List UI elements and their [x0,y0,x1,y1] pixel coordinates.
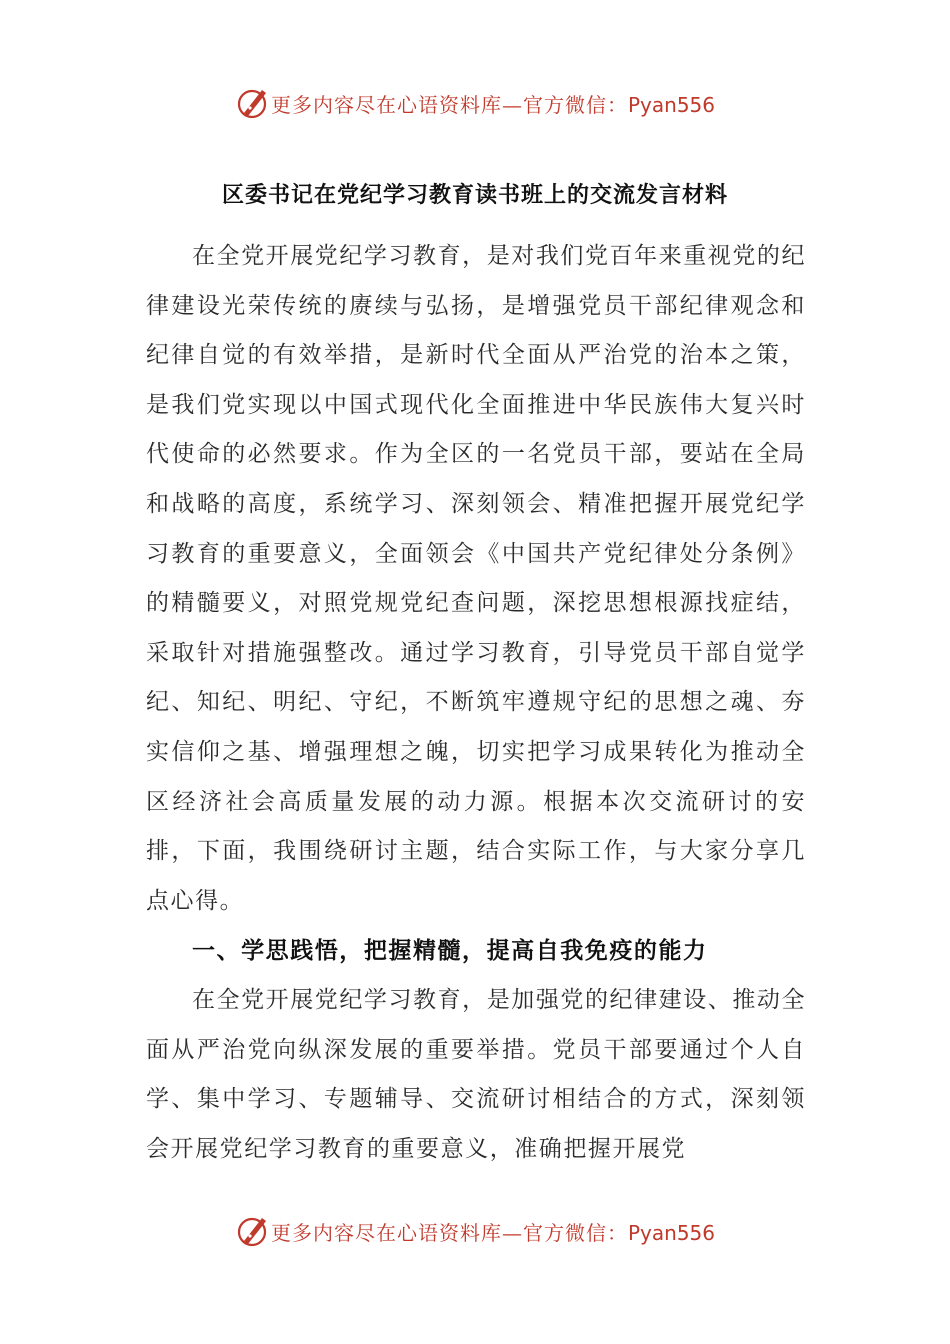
banner-main-text: 更多内容尽在心语资料库 [270,1220,502,1245]
banner-prefix: 官方微信： [522,1220,628,1245]
intro-paragraph: 在全党开展党纪学习教育，是对我们党百年来重视党的纪律建设光荣传统的赓续与弘扬，是增强党员干部纪律观念和纪律自觉的有效举措，是新时代全面从严治党的治本之策，是我们党实现以中国式现代化全面推进中华民族伟大复兴时代使命的必然要求。作为全区的一名党员干部，要站在全局和战略的高度，系统学习、深刻领会、精准把握开展党纪学习教育的重要意义，全面领会《中国共产党纪律处分条例》的精髓要义，对照党规党纪查问题，深挖思想根源找症结，采取针对措施强整改。通过学习教育，引导党员干部自觉学纪、知纪、明纪、守纪，不断筑牢遵规守纪的思想之魂、夯实信仰之基、增强理想之魄，切实把学习成果转化为推动全区经济社会高质量发展的动力源。根据本次交流研讨的安排，下面，我围绕研讨主题，结合实际工作，与大家分享几点心得。 [146,243,806,914]
banner-wechat-handle: Pyan556 [627,92,715,117]
banner-dash: — [501,1220,523,1245]
banner-dash: — [501,92,523,117]
document-body [146,232,806,1174]
banner-main-text: 更多内容尽在心语资料库 [270,92,502,117]
banner-text [271,89,715,118]
pen-nib-circle-icon [235,86,269,120]
footer-banner [0,1211,950,1251]
document-title: 区委书记在党纪学习教育读书班上的交流发言材料 [221,182,728,208]
section-heading: 一、学思践悟，把握精髓，提高自我免疫的能力 [192,937,708,965]
section-paragraph: 在全党开展党纪学习教育，是加强党的纪律建设、推动全面从严治党向纵深发展的重要举措。党员干部要通过个人自学、集中学习、专题辅导、交流研讨相结合的方式，深刻领会开展党纪学习教育的重要意义，准确把握开展党 [146,986,806,1162]
banner-text [271,1217,715,1246]
banner-prefix: 官方微信： [522,92,628,117]
pen-nib-circle-icon [235,1214,269,1248]
banner-wechat-handle: Pyan556 [627,1220,715,1245]
header-banner [0,83,950,123]
